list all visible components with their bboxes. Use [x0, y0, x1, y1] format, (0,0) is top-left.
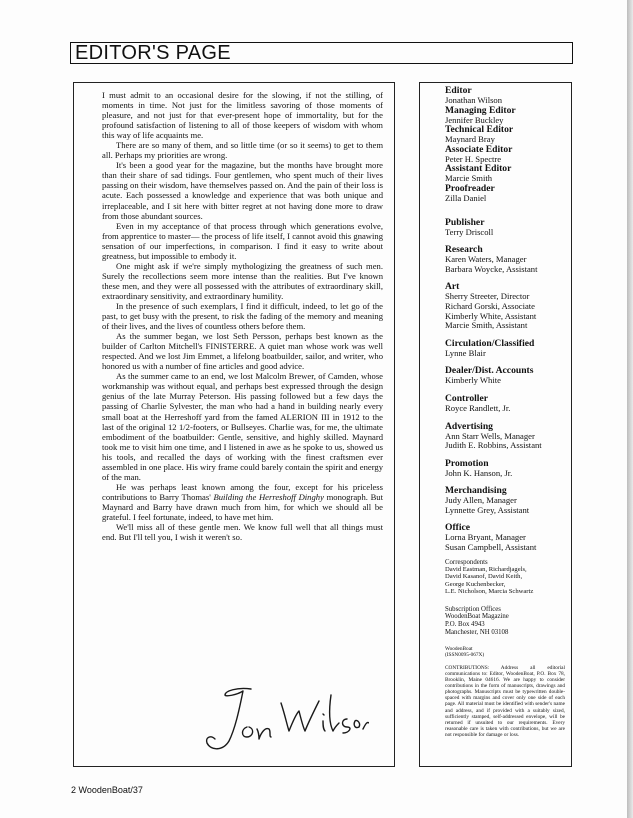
page-title-box	[70, 42, 573, 64]
masthead-role: Promotion	[445, 457, 489, 469]
masthead-name: Kimberly White, Assistant	[445, 310, 537, 321]
masthead-name: Marcie Smith, Assistant	[445, 320, 528, 331]
masthead-role: Circulation/Classified	[445, 337, 535, 349]
correspondents-heading: Correspondents	[445, 558, 488, 566]
masthead-group	[445, 86, 571, 106]
masthead-role: Associate Editor	[445, 143, 513, 155]
masthead	[445, 86, 571, 738]
correspondents	[445, 559, 571, 596]
masthead-name: Maynard Bray	[445, 134, 495, 145]
masthead-group	[445, 125, 571, 145]
book-title: Building the Herreshoff Dinghy	[213, 491, 324, 502]
masthead-role: Managing Editor	[445, 104, 516, 116]
masthead-group	[445, 394, 571, 414]
masthead-role: Technical Editor	[445, 124, 514, 136]
masthead-name: John K. Hanson, Jr.	[445, 467, 513, 478]
page-title: EDITOR'S PAGE	[75, 42, 231, 64]
masthead-group	[445, 486, 571, 515]
masthead-group	[445, 459, 571, 479]
contributions-notice: CONTRIBUTIONS: Address all editorial communications to: Editor, WoodenBoat, P.O. Box 78, Brooklin, Maine 04616. We are happy to consider contributions in the form of manuscripts, drawings and photographs. Manuscripts must be typewritten double-spaced with margins and cover only one side of each page. All material must be identified with sender's name and address, and if provided with a suitably sized, sufficiently stamped, self-addressed envelope, will be returned if unsuited to our requirements. Every reasonable care is taken with contributions, but we are not responsible for damage or loss.	[445, 664, 565, 738]
masthead-name: Ann Starr Wells, Manager	[445, 430, 535, 441]
masthead-name: Karen Waters, Manager	[445, 254, 527, 265]
subscription-line: P.O. Box 4943	[445, 621, 485, 629]
masthead-name: Susan Campbell, Assistant	[445, 542, 537, 553]
masthead-name: Lynnette Grey, Assistant	[445, 504, 530, 515]
masthead-groups	[445, 86, 571, 553]
masthead-role: Merchandising	[445, 485, 507, 497]
paragraph: One might ask if we're simply mythologizing the greatness of such men. Surely the recollections seem more intense than the realities. But I've known these men, and they were all possessed with the attributes of extraordinary skill, extraordinary sensitivity, and extraordinary humility.	[102, 260, 383, 301]
masthead-name: Peter H. Spectre	[445, 153, 502, 164]
editorial-column	[73, 82, 395, 767]
masthead-group	[445, 145, 571, 165]
subscription-line: Manchester, NH 03108	[445, 629, 509, 637]
subscription-offices	[445, 606, 571, 637]
masthead-name: Jonathan Wilson	[445, 95, 503, 105]
masthead-group	[445, 184, 571, 204]
subscription-line: WoodenBoat Magazine	[445, 613, 509, 621]
correspondents-line: David Kasanof, David Keith,	[445, 573, 523, 581]
paragraph-text: monograph. But Maynard and Barry have drawn much from him, for which we should all be grateful. I feel fortunate, indeed, to have met him.	[102, 491, 383, 522]
paragraph: I must admit to an occasional desire for the slowing, if not the stilling, of moments in time. Not just for the limitless savoring of those moments of pleasure, and not just for that ever-present hope of immortality, but for the profound satisfaction of listening to all of those keepers of wisdom with whom this way of life acquaints me.	[102, 90, 383, 141]
masthead-role: Advertising	[445, 420, 493, 432]
masthead-group	[445, 339, 571, 359]
masthead-name: Richard Gorski, Associate	[445, 300, 535, 311]
masthead-role: Controller	[445, 392, 488, 404]
paragraph: There are so many of them, and so little time (or so it seems) to get to them all. Perhaps my priorities are wrong.	[102, 140, 383, 161]
masthead-role: Office	[445, 522, 471, 534]
paragraph: Even in my acceptance of that process through which generations evolve, from apprentice to master— the process of life itself, I cannot avoid this gnawing sensation of our imperfections, in comparison. I find it easy to write about greatness, but impossible to embody it.	[102, 220, 383, 261]
issn-line: (ISSN0095-067X)	[445, 651, 485, 658]
masthead-name: Judith E. Robbins, Assistant	[445, 440, 542, 451]
paragraph	[102, 482, 383, 522]
masthead-name: Zilla Daniel	[445, 192, 487, 203]
masthead-name: Marcie Smith	[445, 173, 493, 184]
paragraph: We'll miss all of these gentle men. We know full well that all things must end. But I'll tell you, I wish it weren't so.	[102, 522, 383, 543]
paragraph: As the summer came to an end, we lost Malcolm Brewer, of Camden, whose workmanship was without equal, and perhaps best expressed through the design genius of the late Murray Peterson. His passing followed but a few days the passing of Charlie Sylvester, the man who had a hand in building nearly every small boat at the Herreshoff yard from the famed ALERION III in 1912 to the last of the original 12 1/2-footers, or Bullseyes. Charlie was, for me, the ultimate embodiment of the boatbuilder: Gentle, sensitive, and highly skilled. Maynard took me to visit him one time, and I listened in awe as he spoke to us, showed us his tools, and recalled the days of working with the finest craftsmen ever assembled in one place. His wiry frame could barely contain the spirit and energy of the man.	[102, 371, 383, 482]
masthead-name: Terry Driscoll	[445, 226, 494, 237]
masthead-group	[445, 245, 571, 274]
masthead-column	[419, 82, 572, 767]
subscription-line: Subscription Offices	[445, 605, 501, 613]
masthead-name: Barbara Woycke, Assistant	[445, 263, 538, 274]
masthead-name: Kimberly White	[445, 375, 501, 386]
masthead-role: Assistant Editor	[445, 163, 512, 175]
masthead-role: Dealer/Dist. Accounts	[445, 365, 534, 377]
masthead-name: Lorna Bryant, Manager	[445, 532, 526, 543]
paragraph-text: He was perhaps least known among the four, except for his priceless contributions to Barry Thomas'	[102, 481, 383, 502]
masthead-group	[445, 422, 571, 451]
paragraph: In the presence of such exemplars, I find it difficult, indeed, to let go of the past, to get busy with the present, to risk the fading of the memory and meaning of their lives, and the lives of countless others before them.	[102, 300, 383, 332]
correspondents-line: L.E. Nicholson, Marcia Schwartz	[445, 588, 534, 596]
signature	[189, 681, 369, 759]
masthead-group	[445, 523, 571, 552]
masthead-role: Art	[445, 281, 460, 293]
masthead-group	[445, 366, 571, 386]
masthead-role: Research	[445, 244, 483, 256]
paragraph: It's been a good year for the magazine, but the months have brought more than their share of sad tidings. Four gentlemen, who spent much of their lives passing on their wisdom, have themselves passed on. And the pain of their loss is acute. Each possessed a knowledge and experience that was both unique and irreplaceable, and I sit here with bitter regret at not having done more to draw from those abundant sources.	[102, 160, 383, 221]
masthead-name: Judy Allen, Manager	[445, 495, 517, 506]
issn-block	[445, 646, 571, 658]
issn-line: WoodenBoat	[445, 645, 473, 652]
paragraph: As the summer began, we lost Seth Persson, perhaps best known as the builder of Carlton Mitchell's FINISTERRE. A quiet man whose work was well respected. And we lost Jim Emmet, a lifelong boatbuilder, sailor, and writer, who honored us with a number of fine articles and good advice.	[102, 331, 383, 372]
masthead-role: Publisher	[445, 216, 485, 228]
masthead-group	[445, 282, 571, 330]
masthead-name: Royce Randlett, Jr.	[445, 402, 511, 413]
masthead-role: Editor	[445, 85, 472, 96]
editorial-text	[102, 90, 383, 542]
masthead-group	[445, 106, 571, 126]
page-folio: 2 WoodenBoat/37	[71, 785, 143, 795]
masthead-name: Sherry Streeter, Director	[445, 291, 530, 302]
masthead-group	[445, 218, 571, 238]
page-edge-shadow	[627, 0, 633, 818]
masthead-role: Proofreader	[445, 182, 495, 194]
masthead-name: Jennifer Buckley	[445, 114, 504, 125]
correspondents-line: David Eastman, Richardjagels,	[445, 566, 527, 574]
correspondents-line: George Kuchenbecker,	[445, 580, 506, 588]
masthead-group	[445, 164, 571, 184]
masthead-name: Lynne Blair	[445, 347, 486, 358]
